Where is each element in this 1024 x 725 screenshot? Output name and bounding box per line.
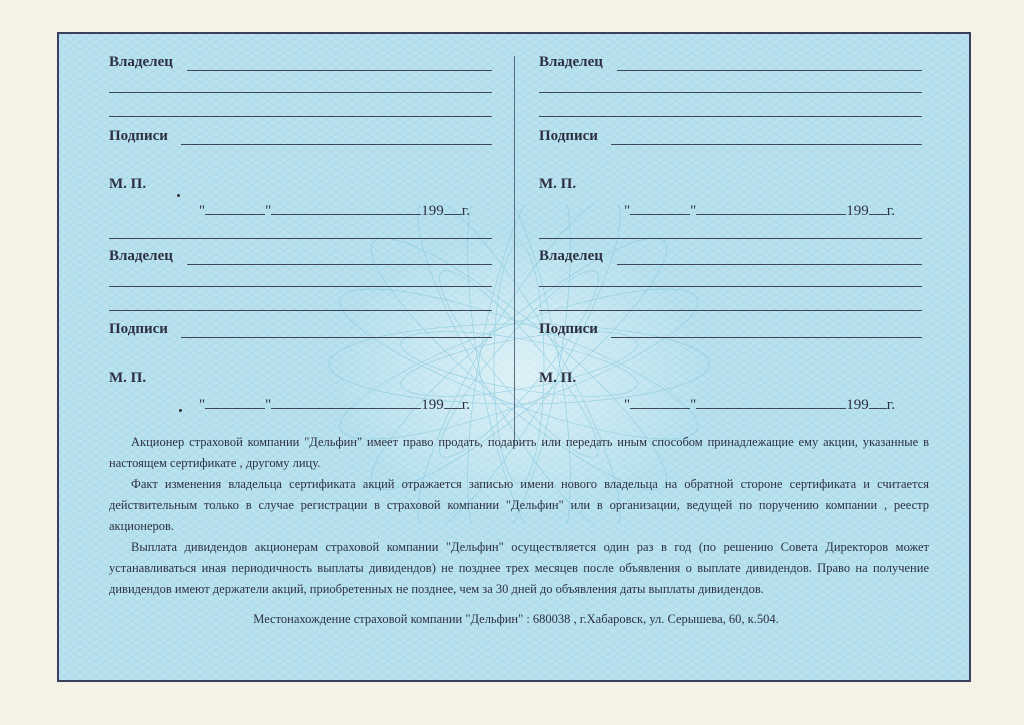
month-field <box>271 200 421 215</box>
signature-line <box>611 337 922 338</box>
month-field <box>696 200 846 215</box>
owner-line <box>187 264 492 265</box>
day-field <box>205 394 265 409</box>
year-suffix: г. <box>461 397 470 413</box>
signature-label: Подписи <box>109 128 168 144</box>
quote-close: " <box>690 203 697 219</box>
quote-close: " <box>265 397 272 413</box>
date-line <box>624 200 895 220</box>
owner-line <box>187 70 492 71</box>
quote-open: " <box>199 203 206 219</box>
quote-close: " <box>690 397 697 413</box>
date-line <box>624 394 895 414</box>
year-label: 199 <box>846 203 869 219</box>
year-suffix: г. <box>886 203 895 219</box>
separator-line <box>539 238 922 239</box>
quote-open: " <box>199 397 206 413</box>
separator-line <box>109 238 492 239</box>
date-line <box>199 394 470 414</box>
year-suffix: г. <box>461 203 470 219</box>
signature-line <box>181 144 492 145</box>
owner-line <box>109 286 492 287</box>
owner-label: Владелец <box>109 54 173 70</box>
owner-line <box>617 264 922 265</box>
year-field <box>444 394 462 409</box>
seal-label: М. П. <box>539 176 577 192</box>
terms-paragraph: Факт изменения владельца сертификата акций отражается записью имени нового владельца на обратной стороне сертификата и считается действительным только в случае регистрации в страховой компании "Дельфин" или в организации, ведущей по поручению компании , реестр акционеров. <box>109 477 929 533</box>
signature-line <box>181 337 492 338</box>
owner-line <box>109 92 492 93</box>
day-field <box>205 200 265 215</box>
year-suffix: г. <box>886 397 895 413</box>
paper-speck <box>177 194 180 197</box>
signature-label: Подписи <box>539 128 598 144</box>
signature-label: Подписи <box>109 321 168 337</box>
seal-label: М. П. <box>109 370 147 386</box>
owner-line <box>539 92 922 93</box>
terms-text <box>109 432 929 600</box>
year-field <box>869 200 887 215</box>
signature-label: Подписи <box>539 321 598 337</box>
day-field <box>630 394 690 409</box>
year-field <box>869 394 887 409</box>
year-label: 199 <box>421 397 444 413</box>
certificate-back-sheet <box>57 32 971 682</box>
quote-open: " <box>624 397 631 413</box>
signature-line <box>611 144 922 145</box>
owner-line <box>539 310 922 311</box>
column-divider <box>514 56 515 446</box>
owner-line <box>109 116 492 117</box>
terms-paragraph: Акционер страховой компании "Дельфин" имеет право продать, подарить или передать иным способом принадлежащие ему акции, указанные в настоящем сертификате , другому лицу. <box>109 435 929 470</box>
company-address: Местонахождение страховой компании "Дельфин" : 680038 , г.Хабаровск, ул. Серышева, 60, к.504. <box>253 612 779 626</box>
owner-label: Владелец <box>539 248 603 264</box>
owner-label: Владелец <box>539 54 603 70</box>
owner-line <box>109 310 492 311</box>
terms-paragraph: Выплата дивидендов акционерам страховой компании "Дельфин" осуществляется один раз в год (по решению Совета Директоров может устанавливаться иная периодичность выплаты дивидендов) не позднее трех месяцев после объявления о выплате дивидендов. Право на получение дивидендов имеют держатели акций, приобретенных не позднее, чем за 30 дней до объявления даты выплаты дивидендов. <box>109 540 929 596</box>
year-field <box>444 200 462 215</box>
quote-open: " <box>624 203 631 219</box>
year-label: 199 <box>421 203 444 219</box>
seal-label: М. П. <box>539 370 577 386</box>
owner-line <box>539 286 922 287</box>
date-line <box>199 200 470 220</box>
month-field <box>271 394 421 409</box>
owner-label: Владелец <box>109 248 173 264</box>
seal-label: М. П. <box>109 176 147 192</box>
owner-line <box>539 116 922 117</box>
paper-speck <box>179 409 182 412</box>
day-field <box>630 200 690 215</box>
owner-line <box>617 70 922 71</box>
year-label: 199 <box>846 397 869 413</box>
month-field <box>696 394 846 409</box>
quote-close: " <box>265 203 272 219</box>
